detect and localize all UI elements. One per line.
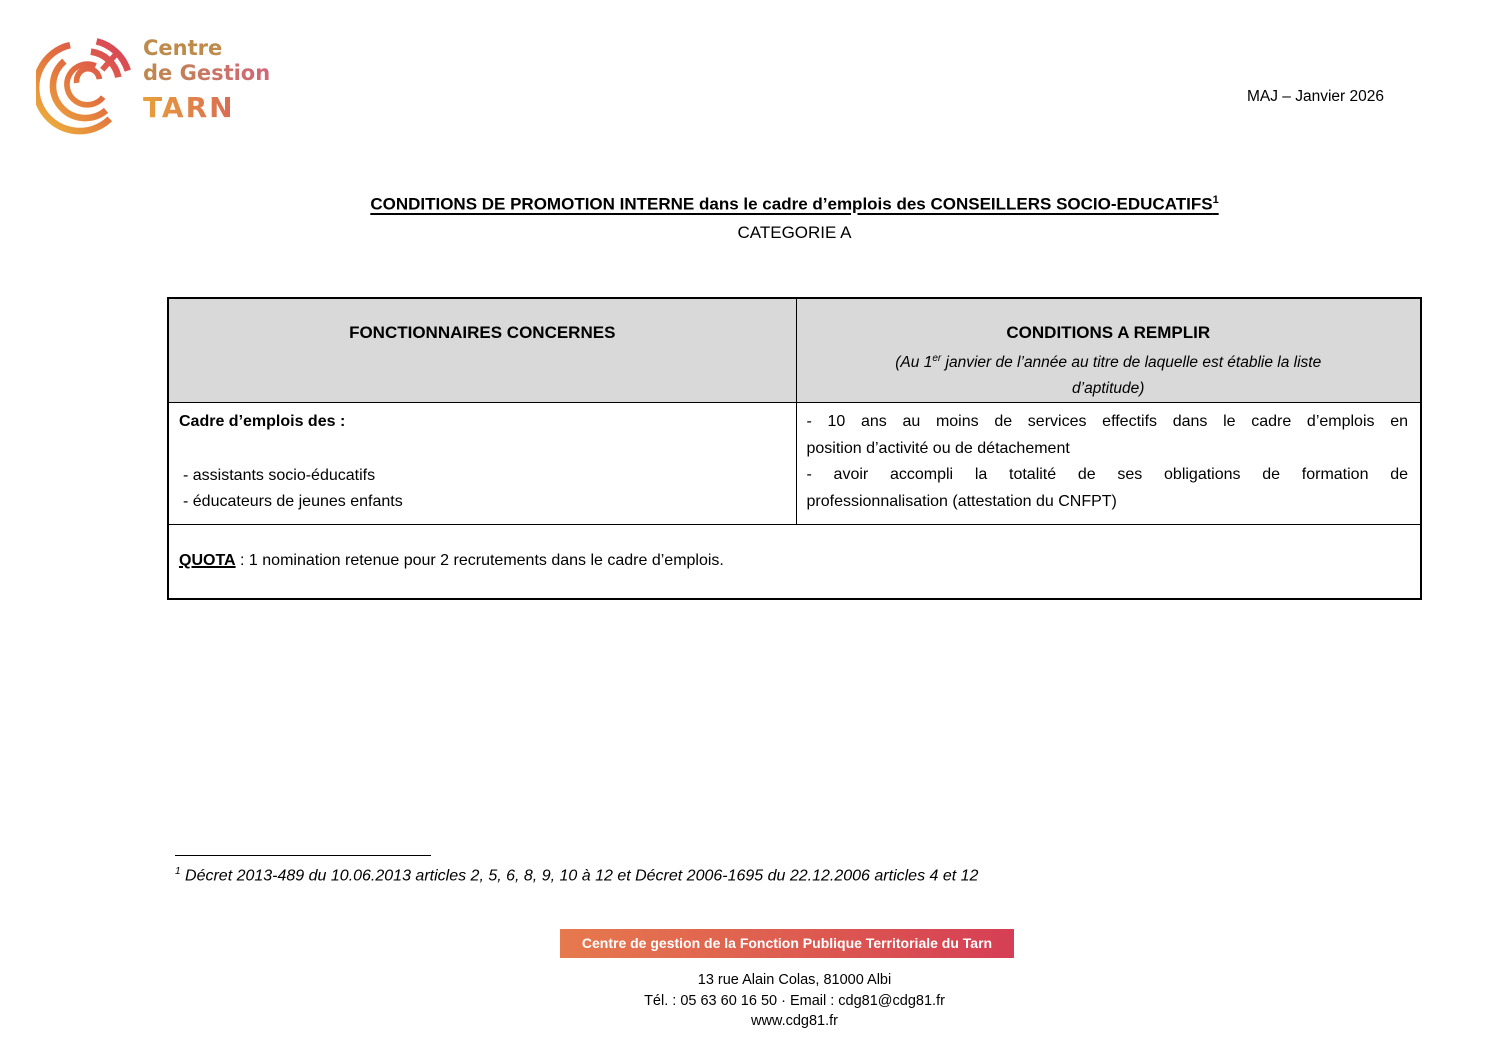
col-header-fonctionnaires-label: FONCTIONNAIRES CONCERNES — [349, 323, 616, 342]
footnote-ref: 1 — [175, 866, 181, 877]
title-block — [167, 190, 1422, 243]
condition-line: professionnalisation (attestation du CNFPT) — [806, 492, 1117, 510]
address-line: 13 rue Alain Colas, 81000 Albi — [697, 972, 892, 988]
cdg-tarn-logo-icon — [36, 22, 142, 142]
conditions-table — [167, 297, 1422, 600]
logo-line-tarn: TARN — [143, 92, 270, 124]
quota-row — [168, 525, 1421, 599]
cell-fonctionnaires — [168, 403, 796, 525]
condition-line: - 10 ans au moins de services effectifs dans le cadre d’emplois en — [806, 413, 1408, 431]
quota-cell — [168, 525, 1421, 599]
website-line: www.cdg81.fr — [750, 1013, 839, 1029]
col-header-conditions — [796, 298, 1421, 403]
list-item: - assistants socio-éducatifs — [183, 466, 376, 484]
spacer — [179, 436, 784, 463]
logo-wordmark — [143, 36, 270, 124]
footnote-text: Décret 2013-489 du 10.06.2013 articles 2, 5, 6, 8, 9, 10 à 12 et Décret 2006-1695 du 22.12.2006 articles 4 et 12 — [185, 867, 979, 885]
logo-line-centre: Centre — [143, 36, 223, 60]
footnote — [175, 866, 978, 885]
table-body-row — [168, 403, 1421, 525]
page-subtitle: CATEGORIE A — [737, 222, 852, 242]
cell-conditions — [796, 403, 1421, 525]
quota-text: : 1 nomination retenue pour 2 recrutements dans le cadre d’emplois. — [235, 552, 724, 570]
footnote-separator — [175, 855, 431, 856]
table-header-row — [168, 298, 1421, 403]
list-item: - éducateurs de jeunes enfants — [183, 493, 403, 511]
col-header-conditions-subnote: (Au 1er janvier de l’année au titre de laquelle est établie la liste — [895, 353, 1322, 372]
col-header-conditions-subnote-line2: d’aptitude) — [1072, 380, 1145, 398]
col-header-fonctionnaires — [168, 298, 796, 403]
condition-line: - avoir accompli la totalité de ses obligations de formation de — [806, 466, 1408, 484]
condition-line: position d’activité ou de détachement — [806, 439, 1070, 457]
footer-address-block — [167, 970, 1422, 1032]
title-footnote-ref: 1 — [1212, 194, 1219, 206]
logo-line-de-gestion: de Gestion — [143, 61, 271, 85]
cadre-emplois-title: Cadre d’emplois des : — [179, 413, 346, 431]
col-header-conditions-label: CONDITIONS A REMPLIR — [1006, 323, 1211, 342]
quota-label: QUOTA — [179, 552, 236, 570]
contact-line: Tél. : 05 63 60 16 50 · Email : cdg81@cdg81.fr — [644, 992, 945, 1009]
page-title — [167, 190, 1422, 215]
page-title-text: CONDITIONS DE PROMOTION INTERNE dans le cadre d’emplois des CONSEILLERS SOCIO-EDUCATIFS — [370, 194, 1213, 214]
footer-banner: Centre de gestion de la Fonction Publique Territoriale du Tarn — [560, 929, 1014, 958]
maj-date-label: MAJ – Janvier 2026 — [1247, 88, 1384, 105]
